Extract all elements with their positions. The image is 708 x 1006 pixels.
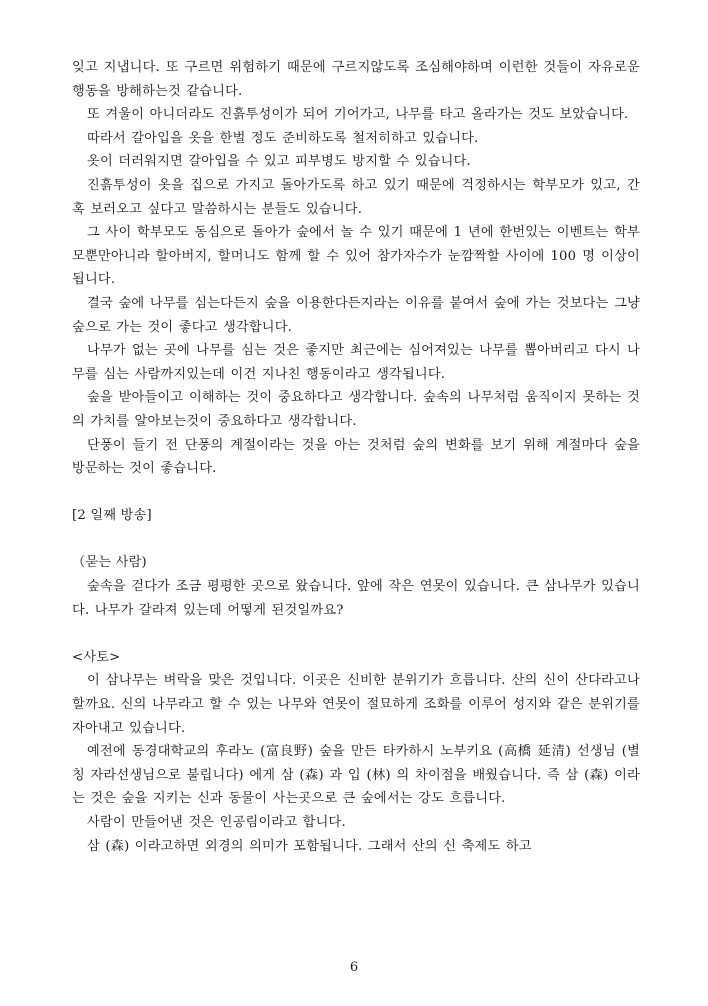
- paragraph: 잊고 지냅니다. 또 구르면 위험하기 때문에 구르지않도록 조심해야하며 이런한 것들이 자유로운 행동을 방해하는것 같습니다.: [72, 60, 640, 99]
- speaker-label-questioner: （묻는 사람): [72, 555, 147, 571]
- spacer: [72, 528, 640, 552]
- document-body: [72, 56, 640, 858]
- paragraph: 결국 숲에 나무를 심는다든지 숲을 이용한다든지라는 이유를 붙여서 숲에 가는 것보다는 그냥 숲으로 가는 것이 좋다고 생각합니다.: [72, 295, 640, 335]
- paragraph: 또 겨울이 아니더라도 진흙투성이가 되어 기어가고, 나무를 타고 올라가는 것도 보았습니다.: [87, 107, 629, 123]
- paragraph: 따라서 갈아입을 옷을 한벌 정도 준비하도록 철저히하고 있습니다.: [87, 130, 479, 146]
- paragraph: 그 사이 학부모도 동심으로 돌아가 숲에서 놀 수 있기 때문에 1 년에 한번있는 이벤트는 학부모뿐만아니라 할아버지, 할머니도 함께 할 수 있어 참가자수가 눈깜짝할 사이에 100 명 이상이됩니다.: [72, 225, 640, 288]
- speaker-label-sato: <사토>: [72, 649, 121, 665]
- paragraph: 진흙투성이 옷을 집으로 가지고 돌아가도록 하고 있기 때문에 걱정하시는 학부모가 있고, 간혹 보러오고 싶다고 말씀하시는 분들도 있습니다.: [72, 177, 640, 217]
- spacer: [72, 622, 640, 646]
- page-number: 6: [349, 960, 359, 975]
- paragraph: 나무가 없는 곳에 나무를 심는 것은 좋지만 최근에는 심어져있는 나무를 뽑아버리고 다시 나무를 심는 사람까지있는데 이건 지나친 행동이라고 생각됩니다.: [72, 343, 640, 382]
- paragraph: 사람이 만들어낸 것은 인공림이라고 합니다.: [87, 815, 346, 830]
- spacer: [72, 481, 640, 505]
- paragraph: 이 삼나무는 벼락을 맞은 것입니다. 이곳은 신비한 분위기가 흐릅니다. 산의 신이 산다라고나할까요. 신의 나무라고 할 수 있는 나무와 연못이 절묘하게 조화를 이루어 성지와 같은 분위기를 자아내고 있습니다.: [72, 673, 640, 736]
- paragraph: 단풍이 들기 전 단풍의 계절이라는 것을 아는 것처럼 숲의 변화를 보기 위해 계절마다 숲을 방문하는 것이 좋습니다.: [72, 437, 640, 477]
- paragraph: 예전에 동경대학교의 후라노 (富良野) 숲을 만든 타카하시 노부키요 (高橋 延清) 선생님 (별칭 자라선생님으로 불립니다) 에게 삼 (森) 과 입 (林) 의 차이점을 배웠습니다. 즉 삼 (森) 이라는 것은 숲을 지키는 신과 동물이 사는곳으로 큰 숲에서는 강도 흐릅니다.: [72, 744, 640, 807]
- section-heading: [2 일째 방송]: [72, 508, 152, 524]
- paragraph: 숲을 받아들이고 이해하는 것이 중요하다고 생각합니다. 숲속의 나무처럼 움직이지 못하는 것의 가치를 알아보는것이 중요하다고 생각합니다.: [72, 390, 640, 429]
- paragraph: 숲속을 걷다가 조금 평평한 곳으로 왔습니다. 앞에 작은 연못이 있습니다. 큰 삼나무가 있습니다. 나무가 갈라져 있는데 어떻게 된것일까요?: [72, 579, 640, 618]
- paragraph: 옷이 더러워지면 갈아입을 수 있고 피부병도 방지할 수 있습니다.: [87, 154, 471, 170]
- paragraph: 삼 (森) 이라고하면 외경의 의미가 포함됩니다. 그래서 산의 신 축제도 하고: [87, 838, 532, 854]
